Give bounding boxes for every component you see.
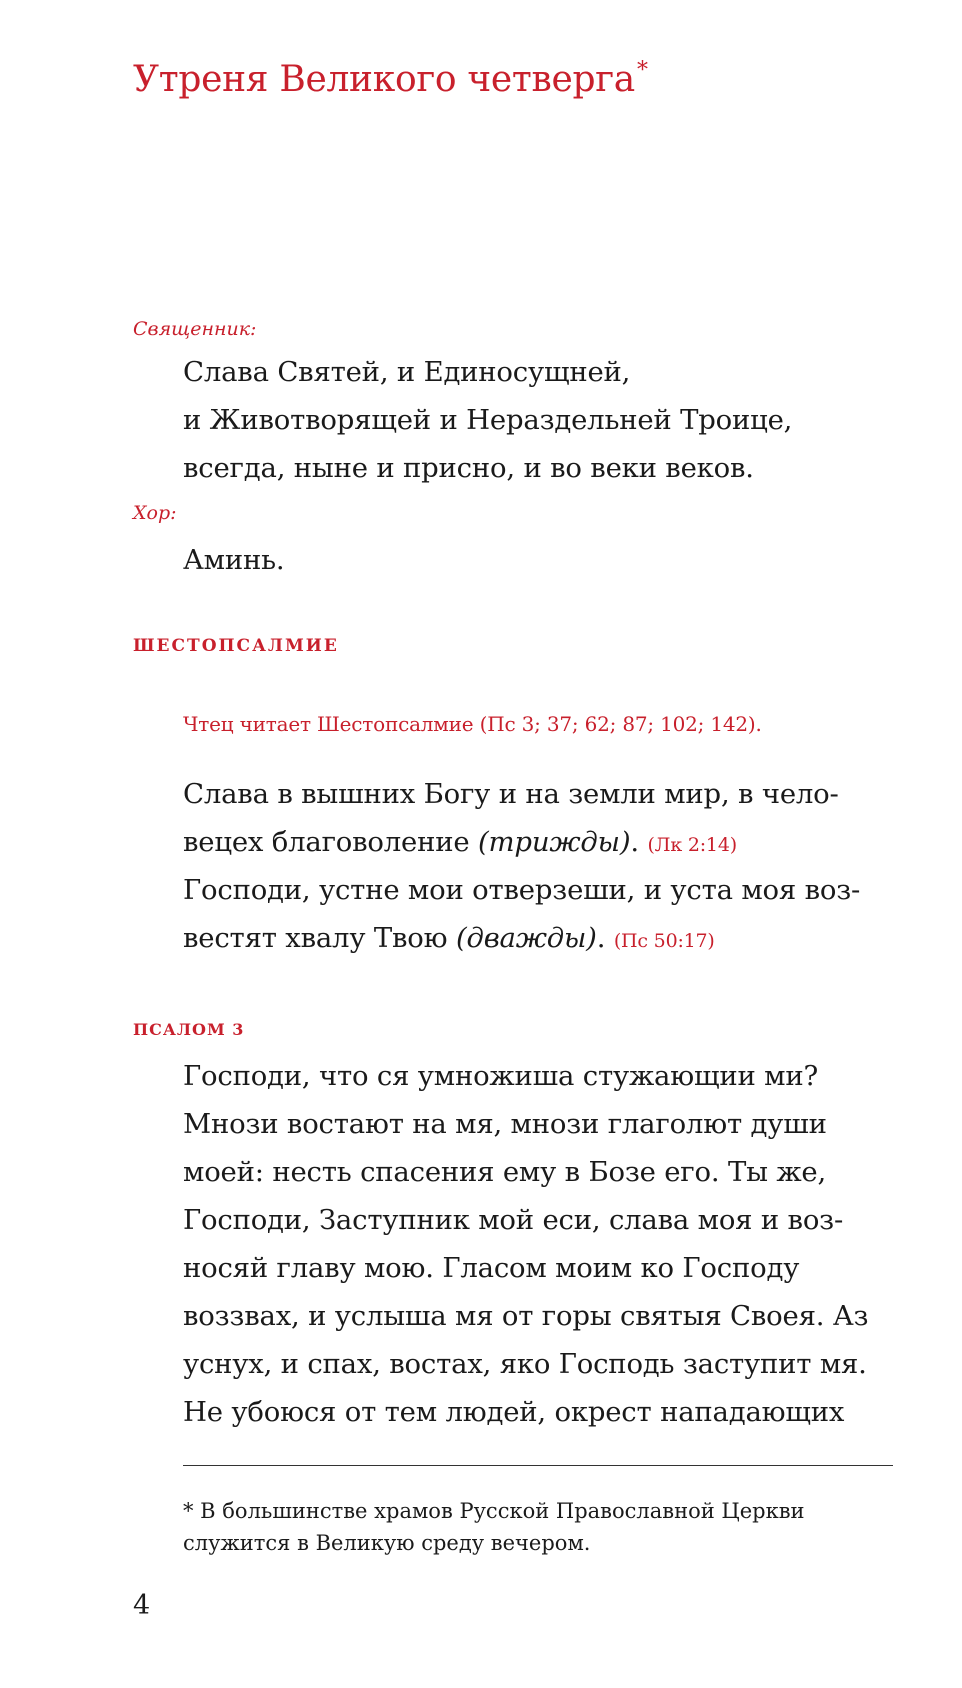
psalm-line-6: воззвах, и услыша мя от горы святыя Своея. Аз — [183, 1300, 869, 1332]
psalm-line-4: Господи, Заступник мой еси, слава моя и воз- — [183, 1204, 844, 1236]
footnote-line-1: * В большинстве храмов Русской Православной Церкви — [183, 1499, 805, 1523]
verse-line-4-ref: (Пс 50:17) — [613, 930, 715, 952]
section-heading-psalm-3: ПСАЛОМ 3 — [133, 1020, 245, 1039]
psalm-line-1: Господи, что ся умножиша стужающии ми? — [183, 1060, 819, 1092]
psalm-line-2: Мнози востают на мя, мнози глаголют души — [183, 1108, 827, 1140]
rubric — [183, 712, 762, 736]
footnote — [183, 1495, 903, 1559]
footnote-mark: * — [636, 58, 648, 83]
footnote-divider — [183, 1465, 893, 1466]
verse-line-3: Господи, устне мои отверзеши, и уста моя воз- — [183, 874, 861, 906]
choir-label: Хор: — [133, 502, 177, 524]
psalm-line-3: моей: несть спасения ему в Бозе его. Ты же, — [183, 1156, 827, 1188]
section-heading-shestopsalmie: ШЕСТОПСАЛМИЕ — [133, 636, 339, 656]
footnote-line-2: служится в Великую среду вечером. — [183, 1531, 591, 1555]
verse-line-4-punct: . — [596, 922, 606, 954]
page-title — [133, 58, 648, 100]
verse-line-2-italic: (трижды) — [478, 826, 631, 858]
priest-line-3: всегда, ныне и присно, и во веки веков. — [183, 452, 754, 484]
page-title-text: Утреня Великого четверга — [133, 59, 635, 100]
verse-line-2 — [183, 818, 737, 869]
priest-line-2: и Животворящей и Нераздельней Троице, — [183, 404, 793, 436]
verse-line-2-ref: (Лк 2:14) — [647, 834, 737, 856]
verse-line-4-italic: (дважды) — [455, 922, 597, 954]
verse-line-1: Слава в вышних Богу и на земли мир, в чело- — [183, 778, 839, 810]
choir-line: Аминь. — [183, 544, 285, 576]
psalm-line-8: Не убоюся от тем людей, окрест нападающих — [183, 1396, 845, 1428]
verse-line-2-punct: . — [630, 826, 639, 858]
rubric-ref: (Пс 3; 37; 62; 87; 102; 142). — [479, 712, 762, 736]
verse-line-4-text: вестят хвалу Твою — [183, 922, 448, 954]
page-number: 4 — [133, 1590, 151, 1621]
priest-line-1: Слава Святей, и Единосущней, — [183, 356, 631, 388]
verse-line-4 — [183, 914, 715, 965]
priest-label: Священник: — [133, 318, 257, 340]
rubric-text: Чтец читает Шестопсалмие — [183, 712, 474, 736]
psalm-line-5: носяй главу мою. Гласом моим ко Господу — [183, 1252, 800, 1284]
verse-line-2-text: вецех благоволение — [183, 826, 470, 858]
psalm-line-7: уснух, и спах, востах, яко Господь заступит мя. — [183, 1348, 867, 1380]
